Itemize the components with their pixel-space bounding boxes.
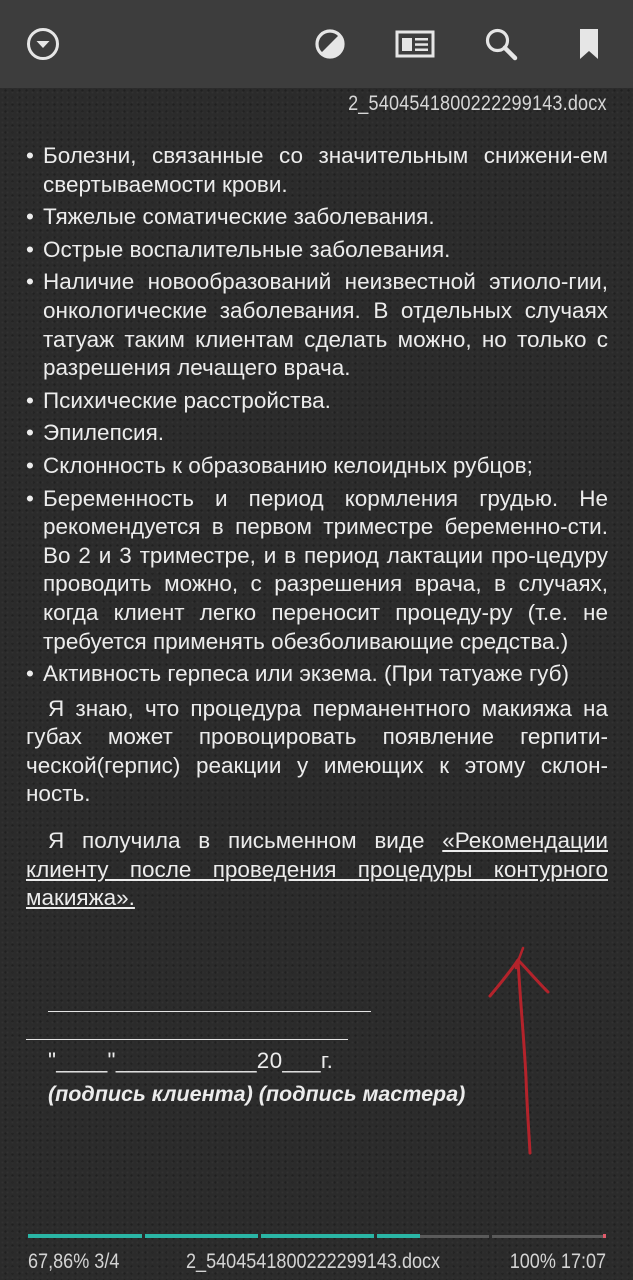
list-item: • Болезни, связанные со значительным снижени-ем свертываемости крови.: [26, 142, 608, 199]
contrast-icon[interactable]: [308, 22, 352, 66]
list-item: • Психические расстройства.: [26, 387, 608, 416]
list-item: • Наличие новообразований неизвестной этиоло-гии, онкологические заболевания. В отдельных случаях татуаж таким клиентам сделать можно, но только с разрешения лечащего врача.: [26, 268, 608, 382]
progress-page-divider: [489, 1234, 492, 1238]
document-content: [26, 142, 608, 913]
signature-caption: (подпись клиента) (подпись мастера): [48, 1082, 466, 1106]
status-filename: 2_5404541800222299143.docx: [186, 1250, 441, 1273]
progress-end-marker: [603, 1234, 606, 1238]
status-progress-page: 67,86% 3/4: [28, 1250, 120, 1273]
bookmark-icon[interactable]: [567, 22, 611, 66]
progress-page-divider: [258, 1234, 261, 1238]
signature-line-client: [48, 1011, 371, 1012]
top-toolbar: [0, 0, 633, 88]
reading-progress-bar[interactable]: [28, 1234, 606, 1239]
progress-page-divider: [374, 1234, 377, 1238]
signature-line-master: [26, 1039, 348, 1040]
recommendations-link[interactable]: «Рекомендации клиенту после проведения процедуры контурного макияжа».: [26, 828, 608, 911]
dropdown-circle-icon[interactable]: [21, 22, 65, 66]
herpes-paragraph: Я знаю, что процедура перманентного макияжа на губах может провоцировать появление герпити-ческой(герпис) реакции у имеющих к этому склон-ность.: [26, 695, 608, 807]
recommendations-paragraph: [26, 827, 608, 913]
document-filename-header: 2_5404541800222299143.docx: [348, 92, 607, 115]
reading-mode-icon[interactable]: [393, 22, 437, 66]
list-item: • Эпилепсия.: [26, 419, 608, 448]
list-item: • Тяжелые соматические заболевания.: [26, 203, 608, 232]
list-item: • Склонность к образованию келоидных рубцов;: [26, 452, 608, 481]
received-text: Я получила в письменном виде: [48, 828, 443, 854]
date-line: "____"___________20___г.: [48, 1048, 334, 1073]
red-arrow-annotation: [480, 938, 570, 1158]
list-item: • Активность герпеса или экзема. (При татуаже губ): [26, 660, 608, 689]
list-item: • Беременность и период кормления грудью. Не рекомендуется в первом триместре беременно-сти. Во 2 и 3 триместре, и в период лактации про-цедуру проводить можно, с разрешения врача, в случаях, когда клиент легко переносит процеду-ру (т.е. не требуется применять обезболивающие средства.): [26, 485, 608, 657]
list-item: • Острые воспалительные заболевания.: [26, 236, 608, 265]
search-icon[interactable]: [479, 22, 523, 66]
progress-fill: [28, 1234, 420, 1238]
progress-page-divider: [142, 1234, 145, 1238]
status-zoom-time: 100% 17:07: [509, 1250, 606, 1273]
